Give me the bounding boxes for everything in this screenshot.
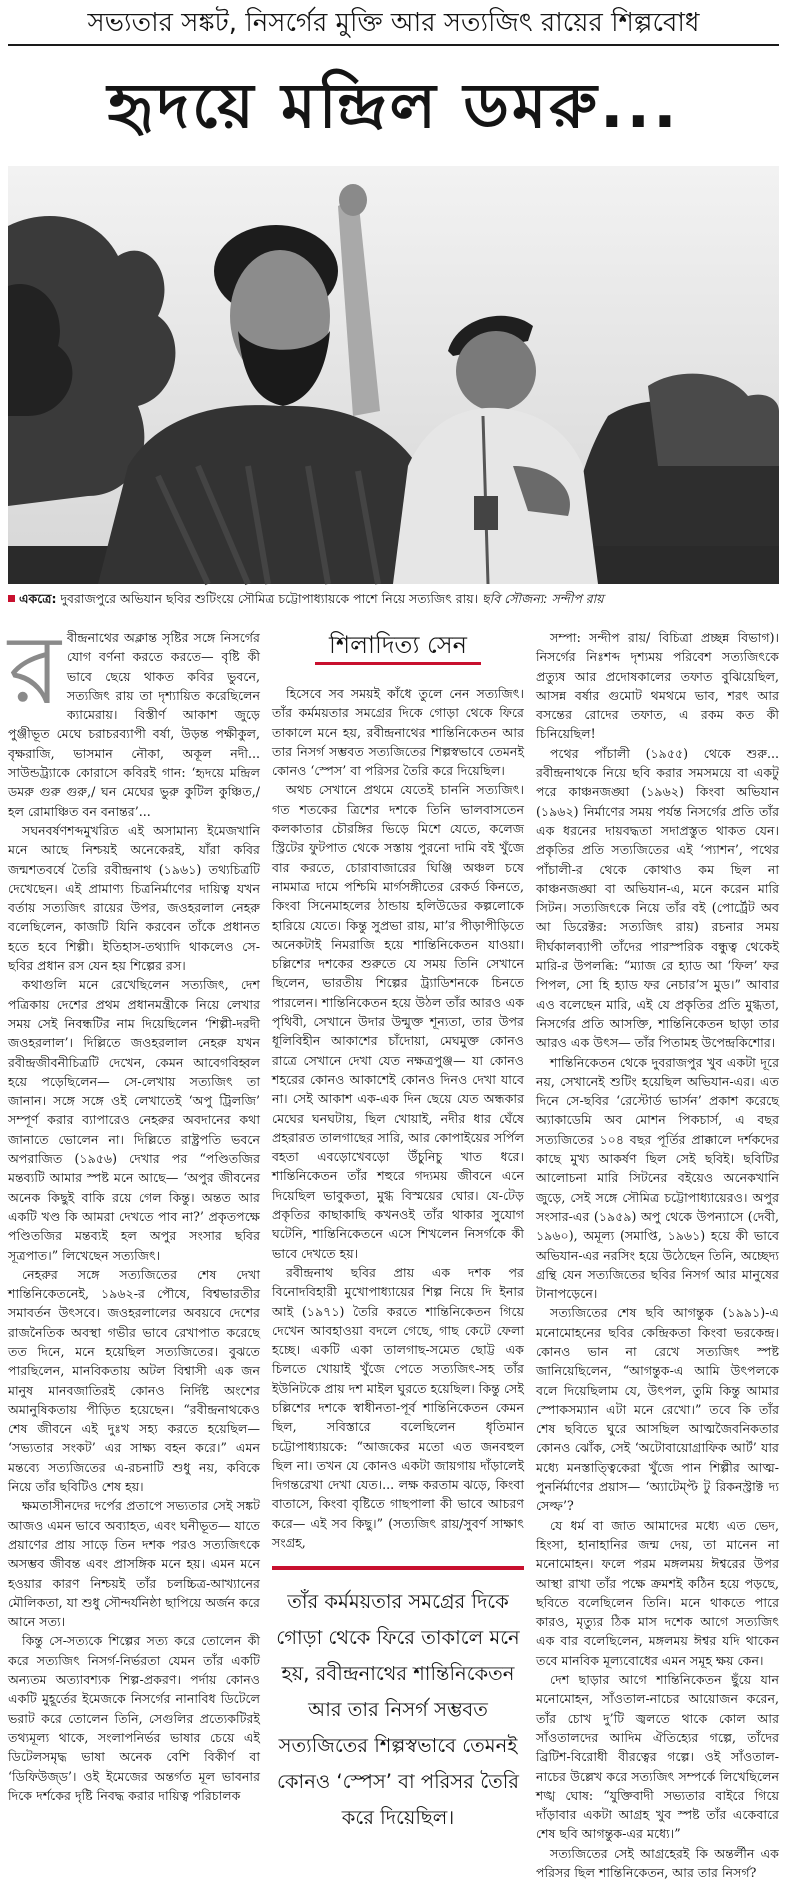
caption-text: দুবরাজপুরে অভিযান ছবির শুটিংয়ে সৌমিত্র চট্টোপাধ্যায়কে পাশে নিয়ে সত্যজিৎ রায়। [56, 591, 483, 606]
paragraph: যে ধর্ম বা জাত আমাদের মধ্যে এত ভেদ, হিংসা, হানাহানির জন্ম দেয়, তা মানেন না মনোমোহন। ফলে পরম মঙ্গলময় ঈশ্বরের উপর আস্থা রাখা তাঁর পক্ষে ক্রমশই কঠিন হয়ে পড়ছে, ছবিতে বলেছিলেন তিনি। মনে থাকতে পারে কারও, মৃত্যুর ঠিক মাস দশেক আগে সত্যজিৎ এক বার বলেছিলেন, মঙ্গলময় ঈশ্বর যদি থাকেন তবে মানবিক মূল্যবোধের এমন সমূহ ক্ষয় কেন। [536, 1517, 779, 1668]
paragraph: পথের পাঁচালী (১৯৫৫) থেকে শুরু... রবীন্দ্রনাথকে নিয়ে ছবি করার সমসময়ে বা একটু পরে কাঞ্চনজঙ্ঘা (১৯৬২) কিংবা অভিযান (১৯৬২) নির্মাণের সময় পর্যন্ত নিসর্গের প্রতি তাঁর এক ধরনের দায়বদ্ধতা সদাপ্রস্তুত থাকত যেন। প্রকৃতির প্রতি সত্যজিতের এই ‘প্যাশন’, পথের পাঁচালী-র থেকে কোথাও কম ছিল না কাঞ্চনজঙ্ঘা বা অভিযান-এ, মনে করেন মারি সিটন। সত্যজিৎকে নিয়ে তাঁর বই (পোর্ট্রেট অব আ ডিরেক্টর: সত্যজিৎ রায়) রচনার সময় দীর্ঘকালব্যাপী তাঁদের পারস্পরিক বন্ধুত্ব থেকেই মারি-র উপলব্ধি: “ম্যাজ রে হ্যাড আ ‘ফিল’ ফর পিপল, সো হি হ্যাড ফর নেচার’স মুড।” আবার এও বলেছেন মারি, এই যে প্রকৃতির প্রতি মুগ্ধতা, নিসর্গের প্রতি আসক্তি, শান্তিনিকেতন ছাড়া তার আরও এক উৎস— তাঁর পিতামহ উপেন্দ্রকিশোর। [536, 745, 779, 1051]
article-column-2 [272, 628, 524, 1830]
photo-caption [8, 590, 779, 608]
paragraph: কিন্তু সে-সত্যকে শিল্পের সত্য করে তোলেন কী করে সত্যজিৎ নিসর্গ-নির্ভরতা যেমন তাঁর একটি অন্যতম অত্যাবশ্যক শিল্প-প্রকরণ। পর্দায় কোনও একটি মুহূর্তের ইমেজকে নিসর্গের নানাবিধ ডিটেলে ভরাট করে তোলেন তিনি, সেগুলির প্রত্যেকটিরই তথ্যমূল্য থাকে, সংলাপনির্ভর ভাষার চেয়ে এই ডিটেলসমৃদ্ধ ভাষা অনেক বেশি বিকীর্ণ বা ‘ডিফিউজ্ড’। ওই ইমেজের অন্তর্গত মূল ভাবনার দিকে দর্শকের দৃষ্টি নিবদ্ধ করার দায়িত্ব পরিচালক [8, 1633, 260, 1803]
paragraph: সত্যজিতের শেষ ছবি আগন্তুক (১৯৯১)-এ মনোমোহনের ছবির কেন্দ্রিকতা কিংবা ভরকেন্দ্র। কোনও ভান না রেখে সত্যজিৎ স্পষ্ট জানিয়েছিলেন, “আগন্তুক-এ আমি উৎপলকে বলে দিয়েছিলাম যে, উৎপল, তুমি কিন্তু আমার স্পোকসম্যান এটা মনে রেখো।” তবে কি তাঁর শেষ ছবিতে ঘুরে আসছিল আত্মজৈবনিকতার কোনও ঝোঁক, সেই ‘অটোবায়োগ্রাফিক আর্ট’ যার মধ্যে মনস্তাত্ত্বিকেরা খুঁজে পান শিল্পীর আত্ম-পুনর্নির্মাণের প্রয়াস— ‘অ্যাটেম্প্ট টু রিকনস্ট্রাক্ট দ্য সেল্ফ’? [536, 1305, 779, 1514]
paragraph: হিসেবে সব সময়ই কাঁধে তুলে নেন সত্যজিৎ। তাঁর কর্মময়তার সমগ্রের দিকে গোড়া থেকে ফিরে তাকালে মনে হয়, রবীন্দ্রনাথের শান্তিনিকেতন আর তার নিসর্গ সম্ভবত সত্যজিতের শিল্পস্বভাবে তেমনই কোনও ‘স্পেস’ বা পরিসর তৈরি করে দিয়েছিল। [272, 686, 524, 779]
paragraph: সঘনবর্ষণশব্দমুখরিত এই অসামান্য ইমেজখানি মনে আছে নিশ্চয়ই অনেকেরই, যাঁরা কবির জন্মশতবর্ষে তৈরি রবীন্দ্রনাথ (১৯৬১) তথ্যচিত্রটি দেখেছেন। এই প্রামাণ্য চিত্রনির্মাণের দায়িত্ব যখন বর্তায় সত্যজিৎ রায়ের উপর, জওহরলাল নেহরু বলেছিলেন, কাজটি যিনি করবেন তাঁকে প্রধানত হতে হবে শিল্পী। ইতিহাস-তথ্যাদি থাকলেও সে-ছবির প্রধান রস যেন হয় শিল্পের রস। [8, 822, 260, 974]
paragraph: দেশ ছাড়ার আগে শান্তিনিকেতন ছুঁয়ে যান মনোমোহন, সাঁওতাল-নাচের আয়োজন করেন, তাঁর চোখ দু’টি জ্বলতে থাকে কোল আর সাঁওতালদের আদিম ঐতিহ্যের গল্পে, তাঁদের ব্রিটিশ-বিরোধী বীরত্বের গল্পে। ওই সাঁওতাল-নাচের উল্লেখ করে সত্যজিৎ সম্পর্কে লিখেছিলেন শঙ্খ ঘোষ: “যুক্তিবাদী সভ্যতার বাইরে গিয়ে দাঁড়াবার একটা আগ্রহ খুব স্পষ্ট তাঁর একেবারে শেষ ছবি আগন্তুক-এর মধ্যে।” [536, 1672, 779, 1842]
paragraph: শান্তিনিকেতন থেকে দুবরাজপুর খুব একটা দূরে নয়, সেখানেই শুটিং হয়েছিল অভিযান-এর। এত দিনে সে-ছবির ‘রেস্টোর্ড ভার্সন’ প্রকাশ করেছে অ্যাকাডেমি অব মোশন পিকচার্স, এ বছর সত্যজিতের ১০৪ বছর পূর্তির প্রাক্কালে দর্শকদের কাছে মুখ্য আকর্ষণ ছিল সেই ছবিই। ছবিটির আলোচনা মারি সিটনের বইয়েও অনেকখানি জুড়ে, সেই সঙ্গে সৌমিত্র চট্টোপাধ্যায়েরও। অপুর সংসার-এর (১৯৫৯) অপু থেকে উপন্যাসে (দেবী, ১৯৬০), অমূল্য (সমাপ্তি, ১৯৬১) হয়ে কী ভাবে অভিযান-এর নরসিং হয়ে উঠেছেন তিনি, অচ্ছেদ্য গ্রন্থি যেন সত্যজিতের ছবির নিসর্গ আর মানুষের টানাপড়েনে। [536, 1054, 779, 1302]
pullquote-rule [272, 1566, 524, 1570]
byline-box [272, 628, 524, 684]
lead-photo [8, 166, 779, 584]
drop-cap: র [8, 614, 61, 726]
paragraph: রবীন্দ্রনাথ ছবির প্রায় এক দশক পর বিনোদবিহারী মুখোপাধ্যায়ের শিল্প নিয়ে দি ইনার আই (১৯৭১) তৈরি করতে শান্তিনিকেতন গিয়ে দেখেন আবহাওয়া বদলে গেছে, গাছ কেটে ফেলা হচ্ছে। একটি একা তালগাছ-সমেত ছোট্ট এক চিলতে খোয়াই খুঁজে পেতে সত্যজিৎ-সহ তাঁর ইউনিটকে প্রায় দশ মাইল ঘুরতে হয়েছিল। কিন্তু সেই চল্লিশের দশকে স্বাধীনতা-পূর্ব শান্তিনিকেতন কেমন ছিল, সবিস্তারে বলেছিলেন ধৃতিমান চট্টোপাধ্যায়কে: “আজকের মতো এত জনবহুল ছিল না। তখন যে কোনও একটা জায়গায় দাঁড়ালেই দিগন্তরেখা দেখা যেত।... লক্ষ করতাম ঝড়ে, কিংবা বাতাসে, কিংবা বৃষ্টিতে গাছপালা কী ভাবে আচরণ করে— এই সব কিছু।” (সত্যজিৎ রায়/সুবর্ণ সাক্ষাৎ সংগ্রহ, [272, 1264, 524, 1551]
caption-credit: ছবি সৌজন্য: সন্দীপ রায় [482, 591, 604, 606]
paragraph: সম্পা: সন্দীপ রায়/ বিচিত্রা প্রচ্ছন্ন বিভাগ)। নিসর্গের নিঃশব্দ দৃশ্যময় পরিবেশ সত্যজিৎকে প্রত্যুষ আর প্রদোষকালের তফাত বুঝিয়েছিল, আসন্ন বর্ষার গুমোট থমথমে ভাব, শরৎ আর বসন্তের রোদের তফাত, এ রকম কত কী চিনিয়েছিল! [536, 630, 779, 742]
paragraph: অথচ সেখানে প্রথমে যেতেই চাননি সত্যজিৎ। গত শতকের ত্রিশের দশকে তিনি ভালবাসতেন কলকাতার চৌরঙ্গির ভিড়ে মিশে যেতে, কলেজ স্ট্রিটের ফুটপাত থেকে সস্তায় পুরনো দামি বই খুঁজে বার করতে, চোরাবাজারের ঘিঞ্জি অঞ্চল চষে নামমাত্র দামে পশ্চিমি মার্গসঙ্গীতের রেকর্ড কিনতে, কিংবা সিনেমাহলের ঠান্ডায় হলিউডের কল্পলোকে হারিয়ে যেতে। কিন্তু সুপ্রভা রায়, মা’র পীড়াপীড়িতে অনেকটাই নিমরাজি হয়ে শান্তিনিকেতন যাওয়া। চল্লিশের দশকের শুরুতে যে সময় তিনি সেখানে ছিলেন, ভারতীয় শিল্পের ট্র্যাডিশনকে চিনতে পারলেন। শান্তিনিকেতন হয়ে উঠল তাঁর আরও এক পৃথিবী, সেখানে উদার উন্মুক্ত শূন্যতা, তার উপর ধূলিবিহীন আকাশের চাঁদোয়া, মেঘমুক্ত কোনও রাত্রে সেখানে দেখা যেত নক্ষত্রপুঞ্জ— যা কোনও শহরের কোনও আকাশেই কোনও দিনও দেখা যাবে না। সেই আকাশ এক-এক দিন ছেয়ে যেত অন্ধকার মেঘের ঘনঘটায়, ছিল খোয়াই, নদীর ধার ঘেঁষে প্রহরারত তালগাছের সারি, আর কোপাইয়ের সর্পিল বহতা এবড়োখেবড়ো উঁচুনিচু খাত ধরে। শান্তিনিকেতন তাঁর শহুরে গদ্যময় জীবনে এনে দিয়েছিল ভাবুকতা, মুগ্ধ বিস্ময়ের ঘোর। যে-টেড় প্রকৃতির কাছাকাছি কখনওই তাঁর থাকার সুযোগ ঘটেনি, শান্তিনিকেতনে এসে শিখলেন নিসর্গকে কী ভাবে দেখতে হয়। [272, 782, 524, 1261]
caption-marker [8, 595, 15, 602]
headline: হৃদয়ে মন্দ্রিল ডমরু... [107, 69, 680, 142]
caption-lead: একত্রে: [19, 591, 57, 606]
paragraph: বীন্দ্রনাথের অক্লান্ত সৃষ্টির সঙ্গে নিসর্গের যোগ বর্ণনা করতে করতে— বৃষ্টি কী ভাবে ছেয়ে থাকত কবির ভুবনে, সত্যজিৎ রায় তা দৃশ্যায়িত করেছিলেন ক্যামেরায়। বিস্তীর্ণ আকাশ জুড়ে পুঞ্জীভূত মেঘে চরাচরব্যাপী বর্ষা, উড়ন্ত পক্ষীকুল, বৃক্ষরাজি, ভাসমান নৌকা, অকূল নদী... সাউন্ডট্র্যাকে কোরাসে কবিরই গান: ‘হৃদয়ে মন্দ্রিল ডমরু গুরু গুরু,/ ঘন মেঘের ভুরু কুটিল কুঞ্চিত,/ হল রোমাঞ্চিত বন বনান্তর’... [8, 630, 260, 819]
kicker-title: সভ্যতার সঙ্কট, নিসর্গের মুক্তি আর সত্যজিৎ রায়ের শিল্পবোধ [87, 8, 700, 38]
paragraph: নেহরুর সঙ্গে সত্যজিতের শেষ দেখা শান্তিনিকেতনেই, ১৯৬২-র পৌষে, বিশ্বভারতীর সমাবর্তন উৎসবে। জওহরলালের অবয়বে দেশের রাজনৈতিক অবস্থা গভীর ভাবে রেখাপাত করেছে তত দিনে, মনে হয়েছিল সত্যজিতের। বুঝতে পারছিলেন, মানবিকতায় অটল বিশ্বাসী এক জন মানুষ মানবজাতিরই কোনও নির্দিষ্ট অংশের অমানুষিকতায় পীড়িত হয়েছেন। “রবীন্দ্রনাথকেও শেষ জীবনে এই দুঃখ সহ্য করতে হয়েছিল— ‘সভ্যতার সংকট’ এর সাক্ষ্য বহন করে।” এমন মন্তব্যে সত্যজিতের এ-রচনাটি শুধু নয়, কবিকে নিয়ে তাঁর ছবিটিও শেষ হয়। [8, 1266, 260, 1495]
kicker-divider [8, 44, 779, 46]
paragraph: সত্যজিতের সেই আগ্রহেরই কি অন্তর্লীন এক পরিসর ছিল শান্তিনিকেতন, আর তার নিসর্গ? [536, 1845, 779, 1880]
article-column-3 [536, 628, 779, 1880]
article-column-1 [8, 614, 260, 1803]
author-byline: শিলাদিত্য সেন [315, 628, 481, 665]
paragraph: কথাগুলি মনে রেখেছিলেন সত্যজিৎ, দেশ পত্রিকায় দেশের প্রথম প্রধানমন্ত্রীকে নিয়ে লেখার সময় সেই নিবন্ধটির নাম দিয়েছিলেন ‘শিল্পী-দরদী জওহরলাল’। দিল্লিতে জওহরলাল নেহরু যখন রবীন্দ্রজীবনীচিত্রটি দেখেন, কেমন আবেগবিহ্বল হয়ে পড়েছিলেন— সে-লেখায় সত্যজিৎ তা জানান। সঙ্গে সঙ্গে ওই লেখাতেই ‘অপু ট্রিলজি’ সম্পূর্ণ করার ব্যাপারেও নেহরুর অবদানের কথা জানাতে ভোলেন না। দিল্লিতে রাষ্ট্রপতি ভবনে অপরাজিত (১৯৫৬) দেখার পর “পণ্ডিতজির মন্তব্যটি আমার স্পষ্ট মনে আছে— ‘অপুর জীবনের অনেক কিছুই বাকি রয়ে গেল কিন্তু। অন্তত আর একটি খণ্ড কি আমরা দেখতে পাব না?’ প্রকৃতপক্ষে পণ্ডিতজির মন্তব্যই হল অপুর সংসার ছবির সূত্রপাত।” লিখেছেন সত্যজিৎ। [8, 977, 260, 1263]
paragraph: ক্ষমতাসীনদের দর্পের প্রতাপে সভ্যতার সেই সঙ্কট আজও এমন ভাবে অব্যাহত, এবং ঘনীভূত— যাতে প্রয়াণের প্রায় সাড়ে তিন দশক পরও সত্যজিৎকে অসম্ভব জীবন্ত এবং প্রাসঙ্গিক মনে হয়। এমন মনে হওয়ার কারণ নিশ্চয়ই তাঁর চলচ্চিত্র-আখ্যানের মৌলিকতা, যা শুধু সৌন্দর্যনিষ্ঠা ছাপিয়ে অর্জন করে আনে সত্য। [8, 1498, 260, 1630]
pull-quote: তাঁর কর্মময়তার সমগ্রের দিকে গোড়া থেকে ফিরে তাকালে মনে হয়, রবীন্দ্রনাথের শান্তিনিকেতন আর তার নিসর্গ সম্ভবত সত্যজিতের শিল্পস্বভাবে তেমনই কোনও ‘স্পেস’ বা পরিসর তৈরি করে দিয়েছিল। [276, 1590, 520, 1830]
